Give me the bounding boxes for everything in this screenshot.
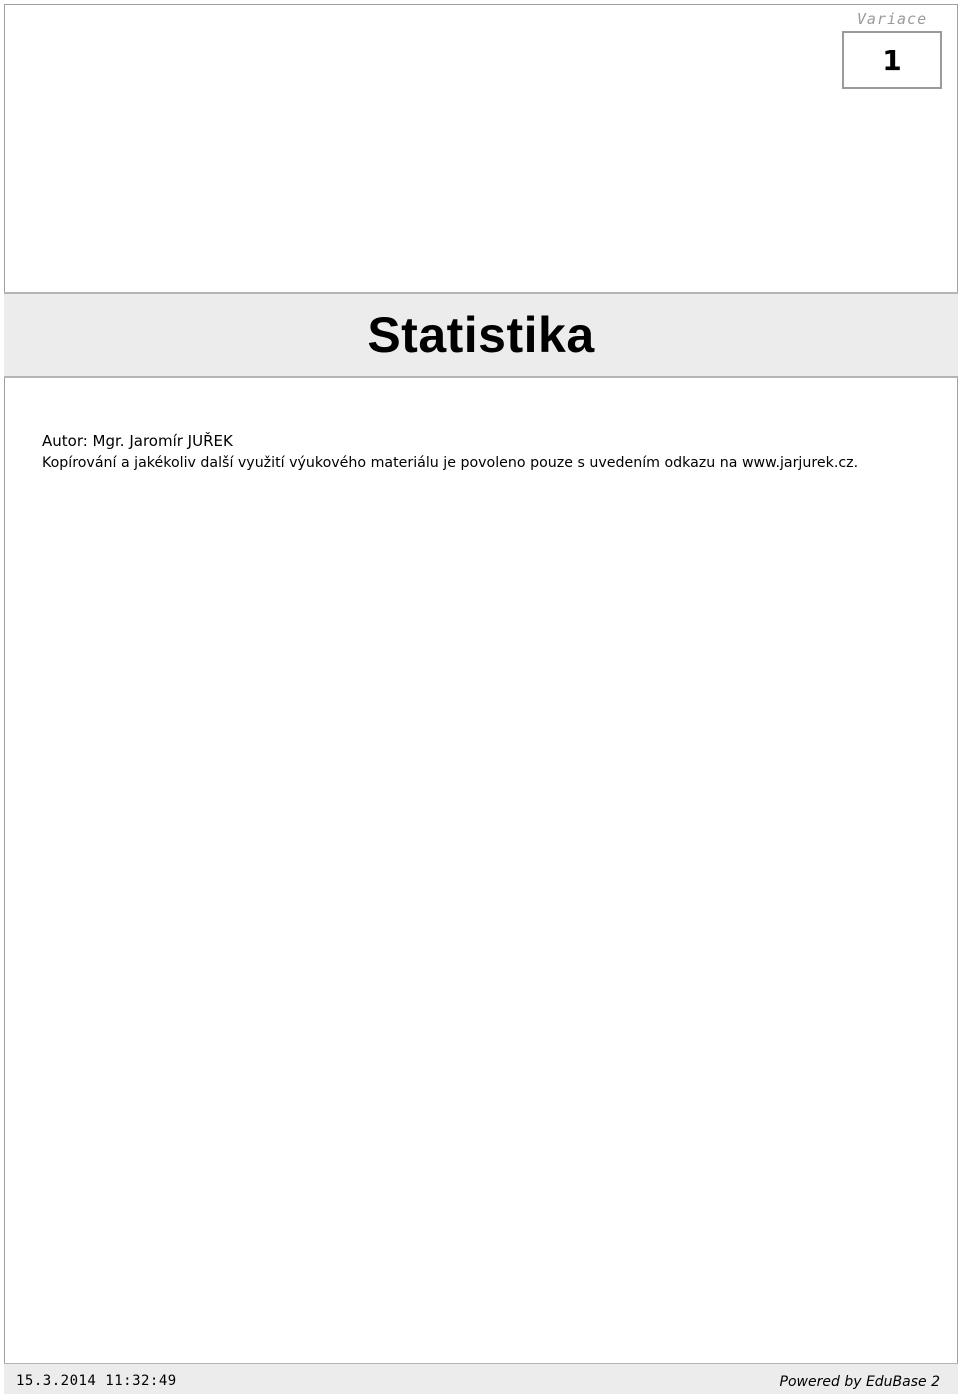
footer-powered-by: Powered by EduBase 2 — [779, 1374, 940, 1390]
author-line: Autor: Mgr. Jaromír JUŘEK — [42, 432, 233, 450]
page-frame — [4, 4, 958, 1394]
footer-bar — [4, 1363, 958, 1394]
copyright-notice: Kopírování a jakékoliv další využití výukového materiálu je povoleno pouze s uvedením odkazu na www.jarjurek.cz. — [42, 455, 859, 471]
title-band — [4, 292, 958, 378]
variant-label: Variace — [856, 10, 928, 28]
page-title: Statistika — [367, 307, 595, 363]
footer-datetime: 15.3.2014 11:32:49 — [16, 1373, 177, 1389]
variant-number-box: 1 — [842, 31, 942, 89]
